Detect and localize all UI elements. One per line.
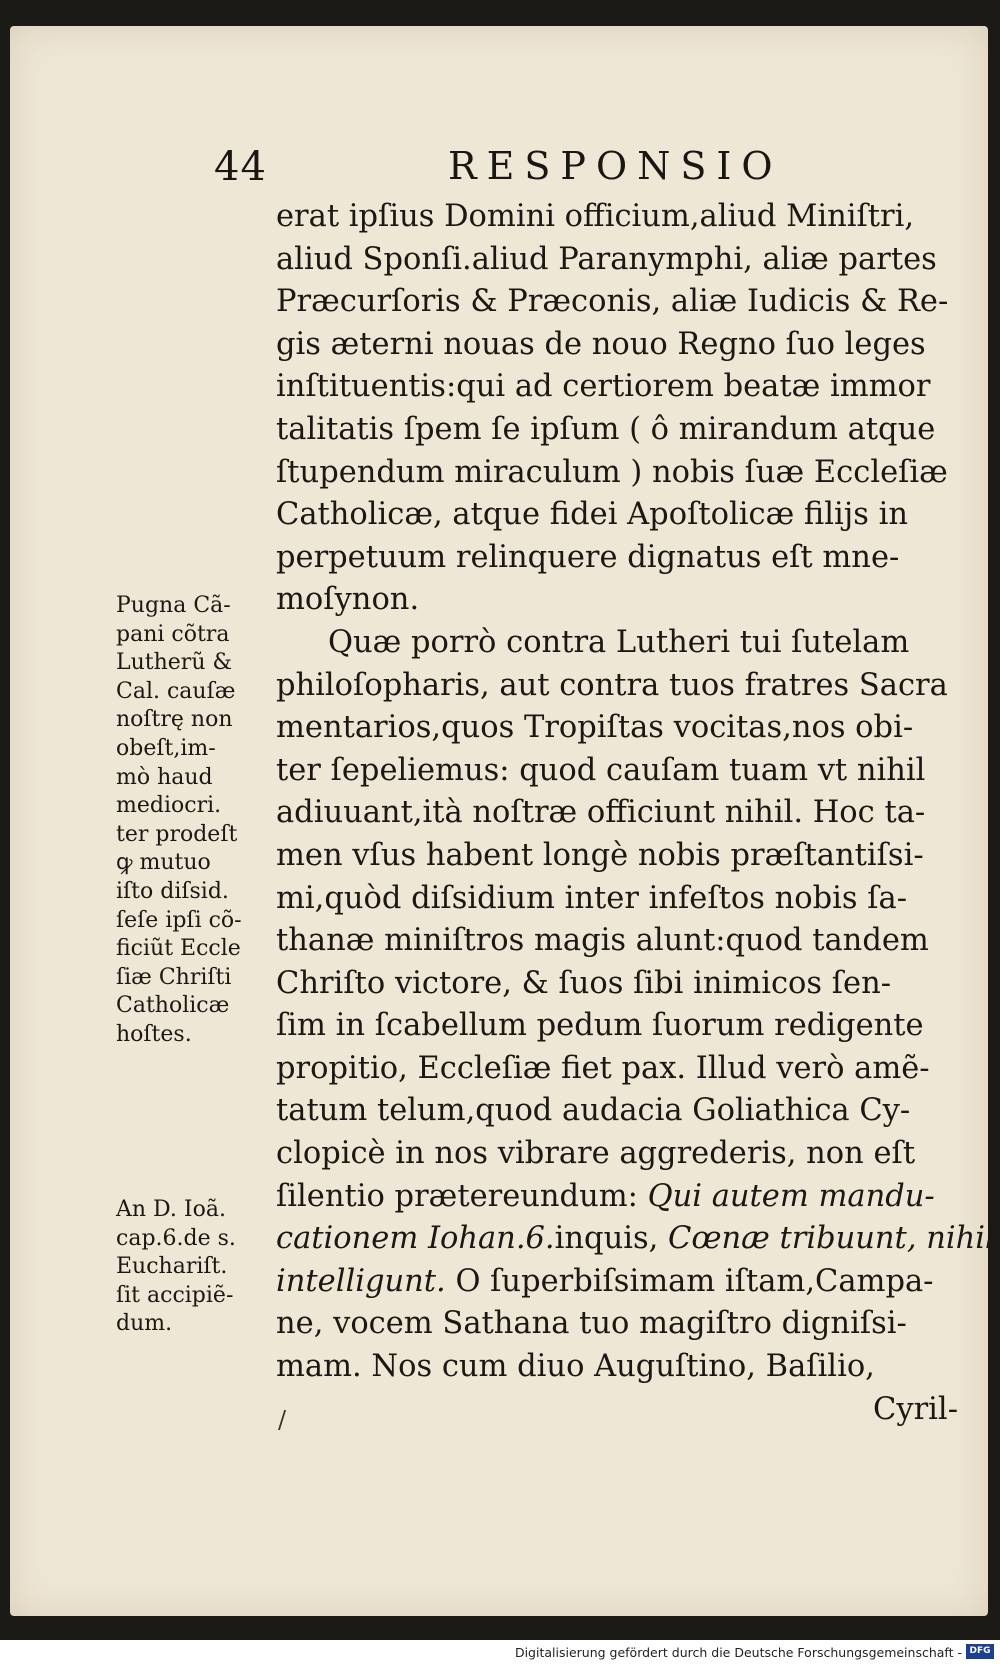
paragraph-start-line: Quæ porrò contra Lutheri tui ſutelam (328, 624, 910, 660)
text-line: mi,quòd diſsidium inter infeſtos nobis ſa- (276, 880, 908, 916)
note-line: Euchariſt. (116, 1254, 228, 1280)
text-line: men vſus habent longè nobis præſtantiſsi- (276, 837, 924, 873)
text-line: mam. Nos cum diuo Auguſtino, Baſilio, (276, 1349, 875, 1385)
note-line: Catholicæ (116, 993, 230, 1019)
catchword: Cyril- (873, 1391, 958, 1427)
text-line: thanæ miniſtros magis alunt:quod tandem (276, 923, 929, 959)
dfg-logo: DFG (966, 1644, 994, 1659)
note-line: An D. Ioã. (116, 1197, 226, 1222)
note-line: cap.6.de s. (116, 1225, 236, 1251)
note-line: mediocri. (116, 793, 222, 819)
text-span: ſilentio prætereundum: (276, 1178, 638, 1214)
note-line: Cal. cauſæ (116, 678, 236, 704)
note-line: pani cõtra (116, 621, 230, 647)
note-line: ſiæ Chriſti (116, 964, 232, 990)
text-line: philoſopharis, aut contra tuos fratres Sacra (276, 667, 948, 703)
note-line: ter prodeſt (116, 821, 238, 847)
note-line: ficiũt Eccle (116, 936, 241, 962)
text-span: inquis, (554, 1221, 659, 1257)
note-line: Lutherũ & (116, 650, 233, 676)
note-line: obeſt,im- (116, 735, 216, 761)
note-line: hoſtes. (116, 1021, 192, 1047)
text-line: Præcurſoris & Præconis, aliæ Iudicis & Re- (276, 284, 949, 320)
main-text (276, 196, 995, 1431)
note-line: dum. (116, 1311, 173, 1337)
text-line: ne, vocem Sathana tuo magiſtro digniſsi- (276, 1306, 907, 1342)
margin-note-eucharist (116, 1196, 266, 1339)
note-line: mò haud (116, 764, 213, 790)
text-line: clopicè in nos vibrare aggrederis, non eſt (276, 1136, 916, 1172)
note-line: ſeſe ipſi cõ- (116, 907, 242, 933)
quote-line (276, 1261, 966, 1304)
note-line: iſto diſsid. (116, 878, 229, 904)
funding-credit: Digitalisierung gefördert durch die Deutsche Forschungsgemeinschaft - (514, 1645, 962, 1660)
running-head: RESPONSIO (448, 144, 783, 188)
quote-line (276, 1218, 995, 1261)
note-line: Pugna Cã- (116, 593, 231, 618)
text-line: ſtupendum miraculum ) nobis ſuæ Eccleſiæ (276, 454, 948, 490)
text-line: adiuuant,ità noſtræ officiunt nihil. Hoc ta- (276, 795, 926, 831)
text-span: O ſuperbiſsimam iſtam,Campa- (455, 1263, 934, 1299)
text-line: tatum telum,quod audacia Goliathica Cy- (276, 1093, 911, 1129)
text-line: moſynon. (276, 582, 420, 618)
note-line: ſit accipiẽ- (116, 1282, 234, 1308)
quote-line (276, 1176, 966, 1219)
text-line: inſtituentis:qui ad certiorem beatæ immor (276, 369, 931, 405)
text-line: perpetuum relinquere dignatus eſt mne- (276, 539, 900, 575)
text-line: gis æterni nouas de nouo Regno ſuo leges (276, 326, 926, 362)
text-line: talitatis ſpem ſe ipſum ( ô mirandum atque (276, 411, 936, 447)
ink-mark: / (278, 1406, 287, 1434)
text-line: aliud Sponſi.aliud Paranymphi, aliæ partes (276, 241, 937, 277)
page-number: 44 (214, 144, 267, 190)
text-line: erat ipſius Domini officium,aliud Miniſtri, (276, 199, 915, 234)
text-line: propitio, Eccleſiæ fiet pax. Illud verò amẽ- (276, 1050, 930, 1086)
quote-span: cationem Iohan.6. (276, 1221, 555, 1257)
text-line: Catholicæ, atque fidei Apoſtolicæ filijs in (276, 497, 908, 533)
margin-note-disputes (116, 592, 266, 1050)
note-line: noſtrę non (116, 707, 233, 733)
text-line: ter ſepeliemus: quod cauſam tuam vt nihil (276, 752, 926, 788)
book-page (10, 26, 995, 1616)
text-line: Chriſto victore, & ſuos ſibi inimicos ſen- (276, 965, 892, 1001)
quote-span: Qui autem mandu- (647, 1178, 935, 1214)
quote-span: Cœnæ tribuunt, nihil (668, 1221, 995, 1257)
text-line: mentarios,quos Tropiſtas vocitas,nos obi- (276, 710, 914, 746)
footer-bar (0, 1640, 1000, 1665)
quote-span: intelligunt. (276, 1263, 446, 1299)
text-line: ſim in ſcabellum pedum ſuorum redigente (276, 1008, 924, 1044)
note-line: ꝙ mutuo (116, 850, 211, 876)
